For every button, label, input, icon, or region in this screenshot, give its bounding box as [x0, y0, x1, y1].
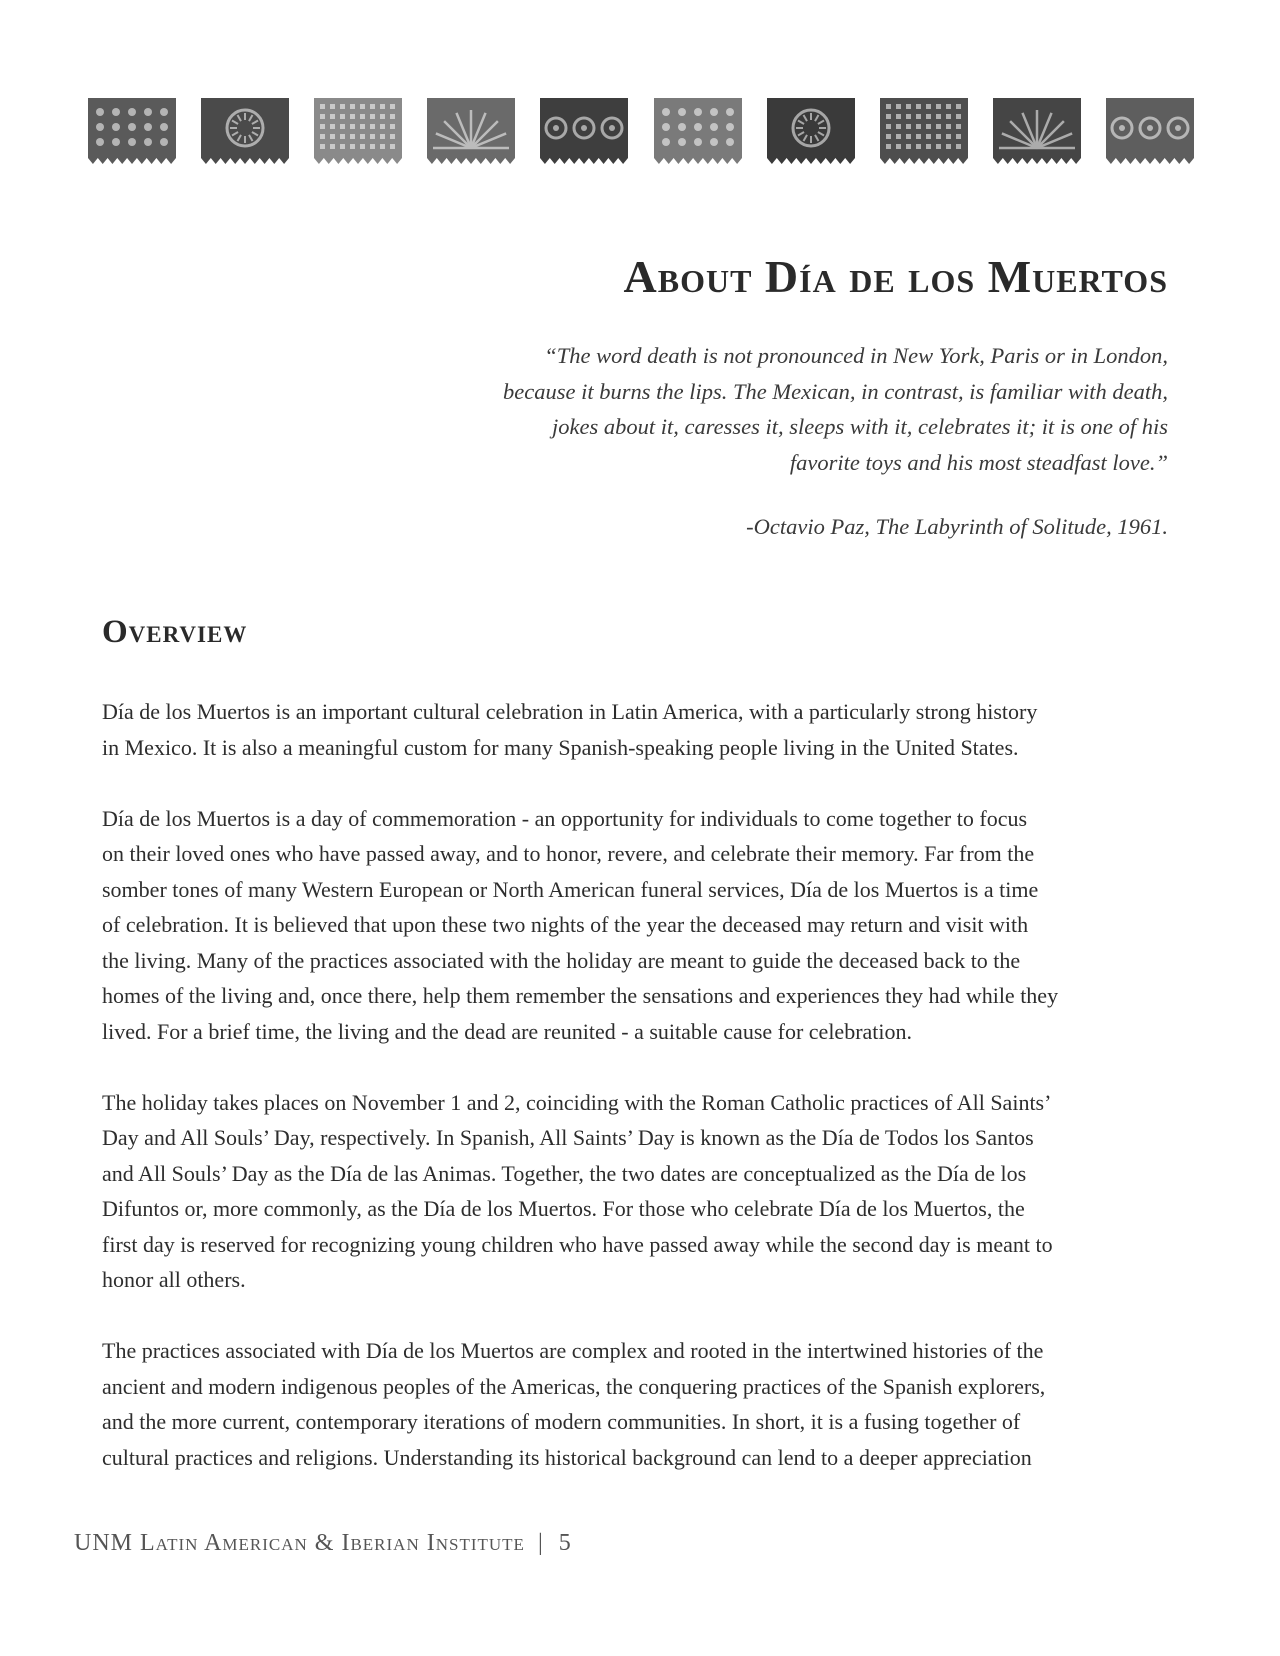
footer-separator: |: [537, 1530, 544, 1556]
text-line: on their loved ones who have passed away, and to honor, revere, and celebrate their memory. Far from the: [102, 841, 1035, 866]
papel-picado-basket-icon: [86, 96, 178, 166]
footer-institute: Latin American & Iberian Institute: [140, 1530, 525, 1556]
text-line: in Mexico. It is also a meaningful custom for many Spanish-speaking people living in the United States.: [102, 734, 1019, 760]
paragraph: [102, 694, 1182, 765]
text-line: Día de los Muertos is an important cultural celebration in Latin America, with a particularly strong history: [102, 699, 1038, 724]
text-line: somber tones of many Western European or North American funeral services, Día de los Muertos is a time: [102, 876, 1039, 902]
text-line: Difuntos or, more commonly, as the Día de los Muertos. For those who celebrate Día de los Muertos, the: [102, 1196, 1025, 1221]
paragraph: [102, 1085, 1182, 1298]
text-line: ancient and modern indigenous peoples of the Americas, the conquering practices of the Spanish explorers,: [102, 1373, 1046, 1399]
text-line: and the more current, contemporary iterations of modern communities. In short, it is a fusing together of: [102, 1409, 1021, 1434]
epigraph-line: favorite toys and his most steadfast love.”: [789, 449, 1168, 475]
papel-picado-sunrise-icon: [765, 96, 857, 166]
text-line: cultural practices and religions. Understanding its historical background can lend to a deeper appreciation: [102, 1444, 1032, 1470]
papel-picado-roses-icon: [991, 96, 1083, 166]
paragraph: [102, 1333, 1182, 1475]
epigraph-attribution: -Octavio Paz, The Labyrinth of Solitude, 1961.: [746, 514, 1168, 539]
overview-heading: Overview: [102, 614, 248, 650]
epigraph-quote: [408, 338, 1168, 480]
text-line: and All Souls’ Day as the Día de las Animas. Together, the two dates are conceptualized as the Día de los: [102, 1160, 1027, 1186]
papel-picado-floral-icon: [878, 96, 970, 166]
overview-body: [102, 694, 1182, 1511]
papel-picado-skull-icon: [199, 96, 291, 166]
papel-picado-banner: [86, 96, 1196, 166]
text-line: the living. Many of the practices associated with the holiday are meant to guide the deceased back to the: [102, 947, 1021, 973]
text-line: of celebration. It is believed that upon these two nights of the year the deceased may return and visit with: [102, 912, 1029, 937]
papel-picado-skulls-row-icon: [652, 96, 744, 166]
text-line: Día de los Muertos is a day of commemoration - an opportunity for individuals to come together to focus: [102, 805, 1028, 831]
page-footer: [74, 1530, 572, 1557]
text-line: lived. For a brief time, the living and the dead are reunited - a suitable cause for celebration.: [102, 1018, 913, 1044]
text-line: first day is reserved for recognizing young children who have passed away while the second day is meant to: [102, 1231, 1053, 1257]
text-line: homes of the living and, once there, help them remember the sensations and experiences they had while they: [102, 983, 1059, 1008]
papel-picado-circles-icon: [1104, 96, 1196, 166]
epigraph-line: jokes about it, caresses it, sleeps with it, celebrates it; it is one of his: [552, 414, 1168, 439]
papel-picado-flower-icon: [538, 96, 630, 166]
text-line: Day and All Souls’ Day, respectively. In Spanish, All Saints’ Day is known as the Día de Todos los Santos: [102, 1125, 1034, 1150]
papel-picado-bird-icon: [425, 96, 517, 166]
text-line: The practices associated with Día de los Muertos are complex and rooted in the intertwined histories of the: [102, 1338, 1044, 1363]
footer-org: UNM: [74, 1530, 134, 1556]
text-line: The holiday takes places on November 1 and 2, coinciding with the Roman Catholic practices of All Saints’: [102, 1089, 1052, 1115]
text-line: honor all others.: [102, 1267, 246, 1292]
paragraph: [102, 801, 1182, 1050]
epigraph-line: “The word death is not pronounced in New York, Paris or in London,: [544, 343, 1168, 368]
epigraph-line: because it burns the lips. The Mexican, in contrast, is familiar with death,: [503, 378, 1168, 404]
papel-picado-sun-icon: [312, 96, 404, 166]
page-title: About Día de los Muertos: [623, 251, 1168, 302]
footer-page-number: 5: [558, 1530, 572, 1556]
